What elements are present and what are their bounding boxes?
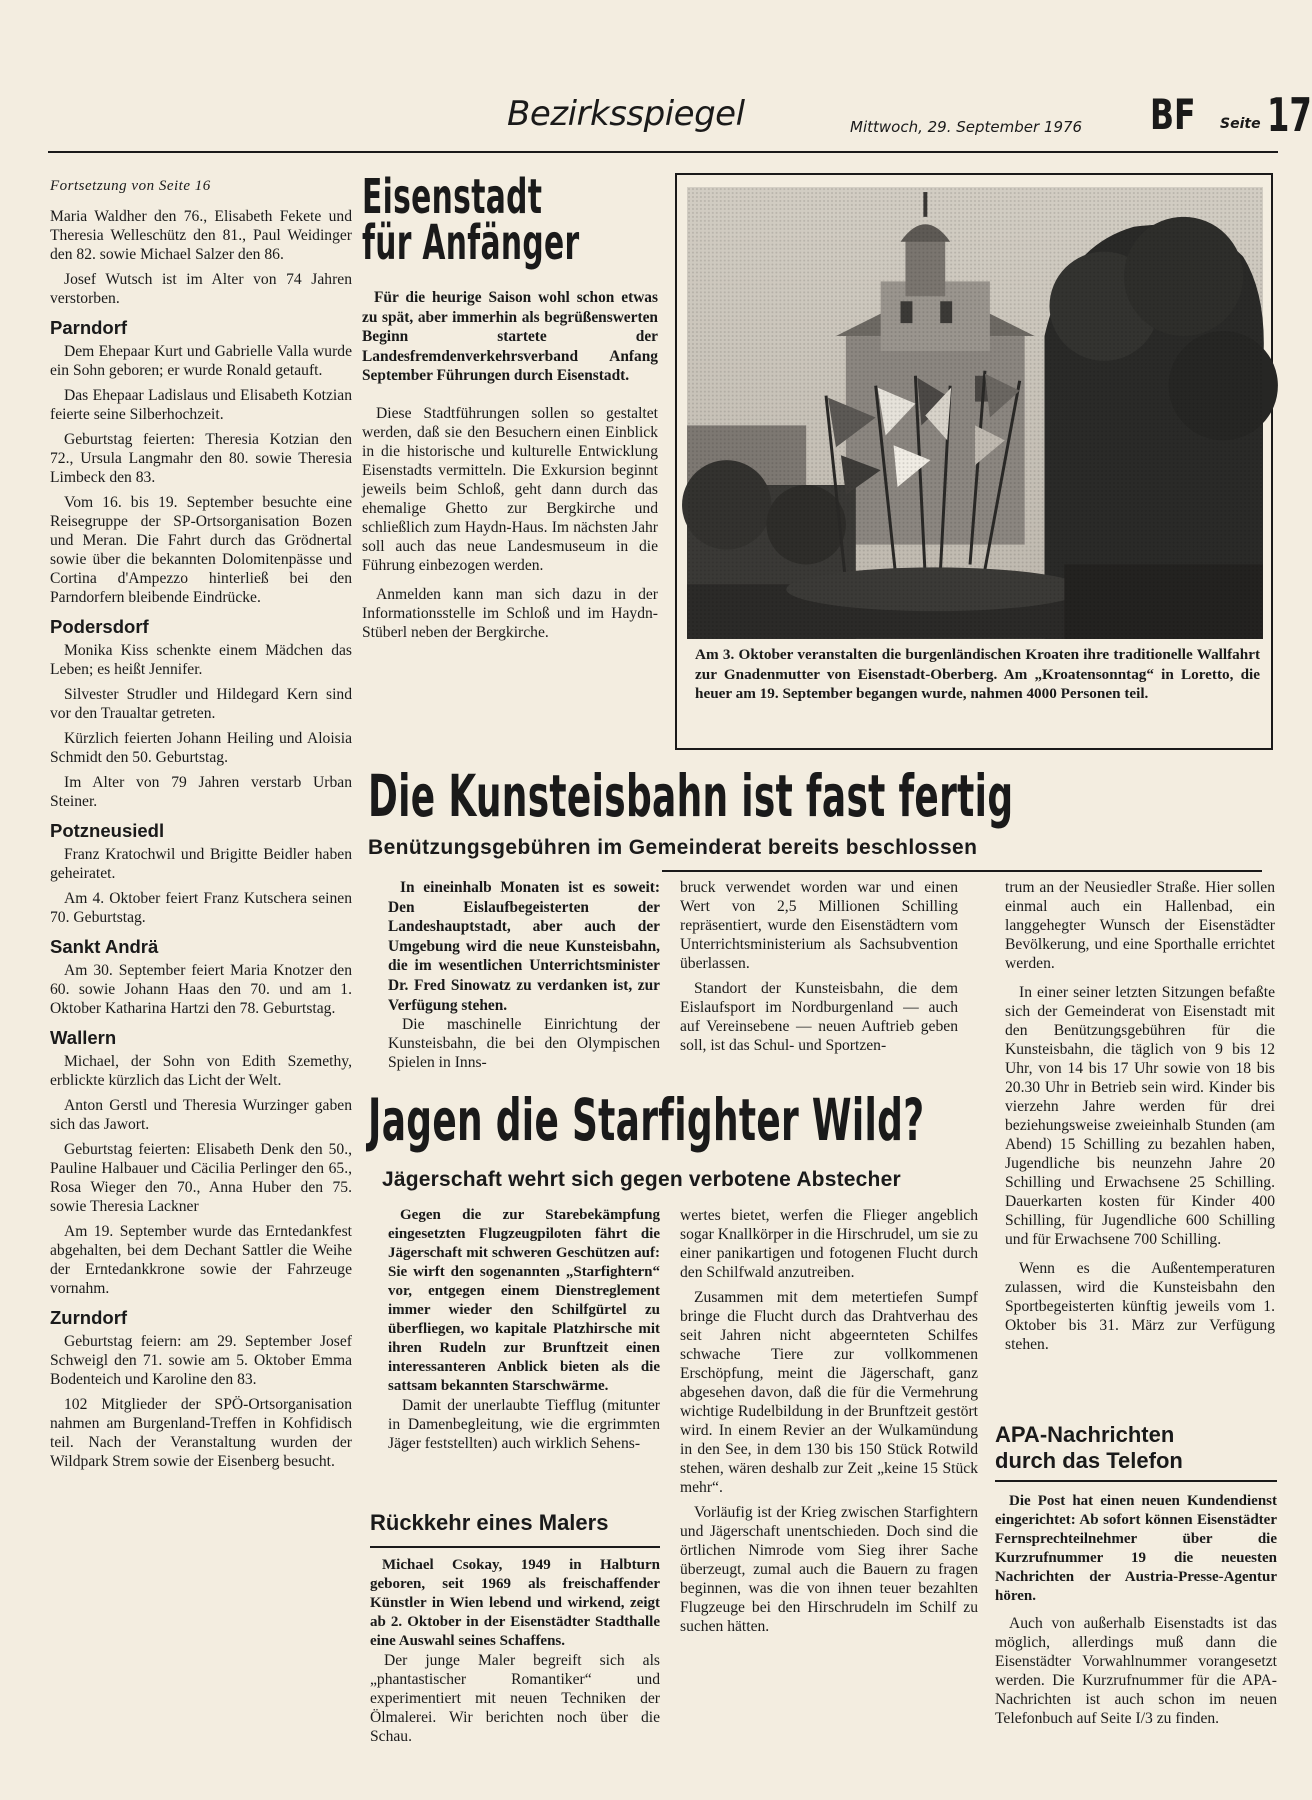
paragraph: Standort der Kunsteisbahn, die dem Eislaufsport im Nordburgenland — auch auf Vereinsebene — neuen Auftrieb geben soll, ist das Schul- und Sportzen- — [680, 980, 958, 1054]
church-photo — [687, 187, 1263, 639]
paragraph: Geburtstag feiern: am 29. September Josef Schweigl den 71. sowie am 5. Oktober Emma Bodenteich und Karoline den 83. — [50, 1333, 352, 1388]
headline-line: für Anfänger — [362, 215, 580, 271]
paragraph: trum an der Neusiedler Straße. Hier sollen einmal auch ein Hallenbad, ein langgehegter Wunsch der Eisenstädter Bevölkerung, und eine Sporthalle errichtet werden. — [1005, 879, 1275, 972]
headline-apa — [995, 1422, 1277, 1474]
paragraph: Michael, der Sohn von Edith Szemethy, erblickte kürzlich das Licht der Welt. — [50, 1053, 352, 1089]
headline-line: APA-Nachrichten — [995, 1422, 1175, 1447]
intro-paragraph: Josef Wutsch ist im Alter von 74 Jahren verstorben. — [50, 271, 352, 307]
section-heading: Zurndorf — [50, 1307, 128, 1328]
paragraph: Anton Gerstl und Theresia Wurzinger gaben sich das Jawort. — [50, 1097, 352, 1133]
headline-eisenstadt — [362, 169, 658, 272]
paragraph: Am 4. Oktober feiert Franz Kutschera seinen 70. Geburtstag. — [50, 890, 352, 926]
paragraph: Vorläufig ist der Krieg zwischen Starfightern und Jägerschaft unentschieden. Doch sind die örtlichen Nimrode vom Sieg ihrer Sache überzeugt, zumal auch die Bauern zu fragen beginnen, was die von ihnen teuer bezahlten Flugzeuge bei den Hirschrudeln im Schilf zu suchen hätten. — [680, 1504, 978, 1635]
article-lead: Gegen die zur Starebekämpfung eingesetzten Flugzeugpiloten fährt die Jägerschaft mit schweren Geschützen auf: Sie wirft den sogenannten „Starfightern“ vor, entgegen einem Dienstreglement immer wieder den Schilfgürtel zu überfliegen, wo kapitale Platzhirsche mit ihren Rudeln zur Brunftzeit einen interessanteren Anblick bieten als die sattsam bekannten Starschwärme. — [388, 1207, 660, 1394]
headline-rule — [995, 1480, 1277, 1482]
section-heading: Sankt Andrä — [50, 936, 159, 957]
column-rule — [662, 870, 1262, 872]
paragraph: Silvester Strudler und Hildegard Kern sind vor den Traualtar getreten. — [50, 686, 352, 722]
section-podersdorf — [50, 616, 352, 811]
paragraph: Geburtstag feierten: Elisabeth Denk den 50., Pauline Halbauer und Cäcilia Perlinger den 65., Rosa Wieger den 70., Anna Huber den 75. sowie Theresia Lackner — [50, 1141, 352, 1215]
paragraph: Auch von außerhalb Eisenstadts ist das möglich, allerdings muß dann die Eisenstädter Vorwahlnummer vorangesetzt werden. Die Kurzrufnummer für die APA-Nachrichten ist auch schon im neuen Telefonbuch auf Seite I/3 zu finden. — [995, 1615, 1277, 1727]
paragraph: Franz Kratochwil und Brigitte Beidler haben geheiratet. — [50, 846, 352, 882]
section-sankt-andrae — [50, 936, 352, 1018]
paragraph: Der junge Maler begreift sich als „phantastischer Romantiker“ und experimentiert mit neuen Techniken der Ölmalerei. Wir berichten noch über die Schau. — [370, 1652, 660, 1745]
paragraph: Damit der unerlaubte Tiefflug (mitunter in Damenbegleitung, wie die ergrimmten Jäger feststellten) auch wirklich Sehens- — [388, 1397, 660, 1452]
paragraph: 102 Mitglieder der SPÖ-Ortsorganisation nahmen am Burgenland-Treffen in Kohfidisch teil. Nach der Veranstaltung wurden der Wildpark Strem sowie der Eisenberg besucht. — [50, 1396, 352, 1470]
paragraph: Dem Ehepaar Kurt und Gabrielle Valla wurde ein Sohn geboren; er wurde Ronald getauft. — [50, 343, 352, 379]
subhead-kunsteisbahn: Benützungsgebühren im Gemeinderat bereits beschlossen — [368, 836, 978, 859]
headline-kunsteisbahn: Die Kunsteisbahn ist fast fertig — [368, 762, 1014, 830]
paragraph: bruck verwendet worden war und einen Wert von 2,5 Millionen Schilling repräsentiert, wurde den Eisenstädtern vom Unterrichtsministerium als Sachsubvention überlassen. — [680, 879, 958, 972]
paragraph: wertes bietet, werfen die Flieger angeblich sogar Knallkörper in die Hirschrudel, um sie zu einer panikartigen und fotogenen Flucht durch den Schilfwald anzutreiben. — [680, 1207, 978, 1281]
headline-line: Eisenstadt — [362, 169, 543, 225]
headline-maler: Rückkehr eines Malers — [370, 1510, 609, 1535]
headline-line: durch das Telefon — [995, 1448, 1183, 1473]
headline-starfighter: Jagen die Starfighter Wild? — [368, 1086, 925, 1154]
kunsteisbahn-col3 — [1005, 878, 1275, 1360]
paragraph: In einer seiner letzten Sitzungen befaßte sich der Gemeinderat von Eisenstadt mit den Benützungsgebühren für die Kunsteisbahn, die täglich von 9 bis 12 Uhr, von 14 bis 17 Uhr sowie von 18 bis 20.30 Uhr in Betrieb sein wird. Kinder bis vierzehn Jahre werden für drei beziehungsweise zweieinhalb Stunden (am Abend) 15 Schilling zu bezahlen haben, Jugendliche bis neunzehn Jahre 20 Schilling und Erwachsene 25 Schilling. Dauerkarten kosten für Kinder 400 Schilling, für Jugendliche 600 Schilling und für Erwachsene 700 Schilling. — [1005, 984, 1275, 1248]
section-heading: Podersdorf — [50, 616, 149, 637]
article-apa — [995, 1422, 1277, 1734]
kunsteisbahn-col2 — [680, 878, 958, 1061]
page-label: Seite — [1220, 116, 1261, 132]
paragraph: Im Alter von 79 Jahren verstarb Urban Steiner. — [50, 774, 352, 810]
paragraph: Anmelden kann man sich dazu in der Informationsstelle im Schloß und im Haydn-Stüberl neben der Bergkirche. — [362, 585, 658, 641]
section-heading: Potzneusiedl — [50, 820, 165, 841]
paragraph: Zusammen mit dem metertiefen Sumpf bringe die Flucht durch das Drahtverhau des seit Jahren nicht abgeernteten Schilfes schwache Tiere zur vollkommenen Erschöpfung, meint die Jägerschaft, ganz abgesehen davon, daß die für die Vermehrung wichtige Rudelbildung in der Brunftzeit gestört wird. In einem Revier an der Wulkamündung in den See, in dem 130 bis 150 Stück Rotwild stehen, wären deshalb zur Zeit „keine 15 Stück mehr“. — [680, 1289, 978, 1496]
headline-rule — [370, 1546, 660, 1548]
article-eisenstadt — [362, 169, 658, 648]
paragraph: Die maschinelle Einrichtung der Kunsteisbahn, die bei den Olympischen Spielen in Inns- — [388, 1016, 660, 1072]
paragraph: Am 19. September wurde das Erntedankfest abgehalten, bei dem Dechant Sattler die Weihe der Erntedankkrone sowie der Fahrzeuge vornahm. — [50, 1223, 352, 1297]
starfighter-col1 — [388, 1206, 660, 1459]
left-column-intro — [50, 207, 352, 308]
page-number: 17 — [1267, 88, 1312, 142]
masthead-rule — [48, 151, 1278, 153]
paragraph: Diese Stadtführungen sollen so gestaltet werden, daß sie den Besuchern einen Einblick in die historische und kulturelle Entwicklung Eisenstadts vermitteln. Die Exkursion beginnt jeweils beim Schloß, geht dann durch das ehemalige Ghetto zur Bergkirche und schließlich zum Haydn-Haus. Im nächsten Jahr soll auch das neue Landesmuseum in die Führung einbezogen werden. — [362, 404, 658, 574]
photo-caption: Am 3. Oktober veranstalten die burgenländischen Kroaten ihre traditionelle Wallfahrt zur Gnadenmutter von Eisenstadt-Oberberg. Am „Kroatensonntag“ in Loretto, die heuer am 19. September begangen wurde, nahmen 4000 Personen teil. — [695, 646, 1260, 703]
section-parndorf — [50, 317, 352, 607]
paragraph: Monika Kiss schenkte einem Mädchen das Leben; es heißt Jennifer. — [50, 642, 352, 678]
section-title: Bezirksspiegel — [507, 94, 745, 134]
paragraph: Vom 16. bis 19. September besuchte eine Reisegruppe der SP-Ortsorganisation Bozen und Meran. Die Fahrt durch das Grödnertal sowie über die bekannten Dolomitenpässe und Cortina d'Ampezzo hinterließ bei den Parndorfern bleibende Eindrücke. — [50, 494, 352, 606]
section-potzneusiedl — [50, 820, 352, 927]
photo-box — [675, 173, 1273, 750]
section-zurndorf — [50, 1307, 352, 1471]
article-maler — [370, 1510, 660, 1752]
section-heading: Wallern — [50, 1027, 117, 1048]
kunsteisbahn-col1 — [388, 878, 660, 1078]
paragraph: Das Ehepaar Ladislaus und Elisabeth Kotzian feierte seine Silberhochzeit. — [50, 387, 352, 423]
article-lead: Die Post hat einen neuen Kundendienst eingerichtet: Ab sofort können Eisenstädter Fernsprechteilnehmer über die Kurzrufnummer 19 die neuesten Nachrichten der Austria-Presse-Agentur hören. — [995, 1493, 1277, 1604]
issue-date: Mittwoch, 29. September 1976 — [850, 118, 1083, 136]
paragraph: Am 30. September feiert Maria Knotzer den 60. sowie Johann Haas den 70. und am 1. Oktober Katharina Hartzi den 78. Geburtstag. — [50, 962, 352, 1017]
subhead-starfighter: Jägerschaft wehrt sich gegen verbotene Abstecher — [382, 1168, 901, 1191]
starfighter-col2 — [680, 1206, 978, 1642]
article-lead: Michael Csokay, 1949 in Halbturn geboren, seit 1969 als freischaffender Künstler in Wien lebend und wirkend, zeigt ab 2. Oktober in der Eisenstädter Stadthalle eine Auswahl seines Schaffens. — [370, 1557, 660, 1649]
paragraph: Geburtstag feierten: Theresia Kotzian den 72., Ursula Langmahr den 80. sowie Theresia Limbeck den 83. — [50, 431, 352, 486]
masthead — [505, 88, 1312, 150]
paragraph: Kürzlich feierten Johann Heiling und Aloisia Schmidt den 50. Geburtstag. — [50, 730, 352, 766]
article-lead: Für die heurige Saison wohl schon etwas zu spät, aber immerhin als begrüßenswerten Beginn startete der Landesfremdenverkehrsverband Anfang September Führungen durch Eisenstadt. — [362, 289, 658, 385]
section-heading: Parndorf — [50, 317, 128, 338]
article-lead: In eineinhalb Monaten ist es soweit: Den Eislaufbegeisterten der Landeshauptstadt, aber auch der Umgebung wird die neue Kunsteisbahn, die im wesentlichen Unterrichtsminister Dr. Fred Sinowatz zu verdanken ist, zur Verfügung stehen. — [388, 879, 660, 1014]
left-column — [50, 178, 352, 1477]
intro-paragraph: Maria Waldher den 76., Elisabeth Fekete und Theresia Welleschütz den 81., Paul Weidinger den 82. sowie Michael Salzer den 86. — [50, 208, 352, 263]
newspaper-logo: BF — [1150, 90, 1196, 139]
paragraph: Wenn es die Außentemperaturen zulassen, wird die Kunsteisbahn den Sportbegeisterten künftig jeweils vom 1. Oktober bis 31. März zur Verfügung stehen. — [1005, 1260, 1275, 1353]
section-wallern — [50, 1027, 352, 1298]
continuation-note: Fortsetzung von Seite 16 — [50, 178, 211, 194]
